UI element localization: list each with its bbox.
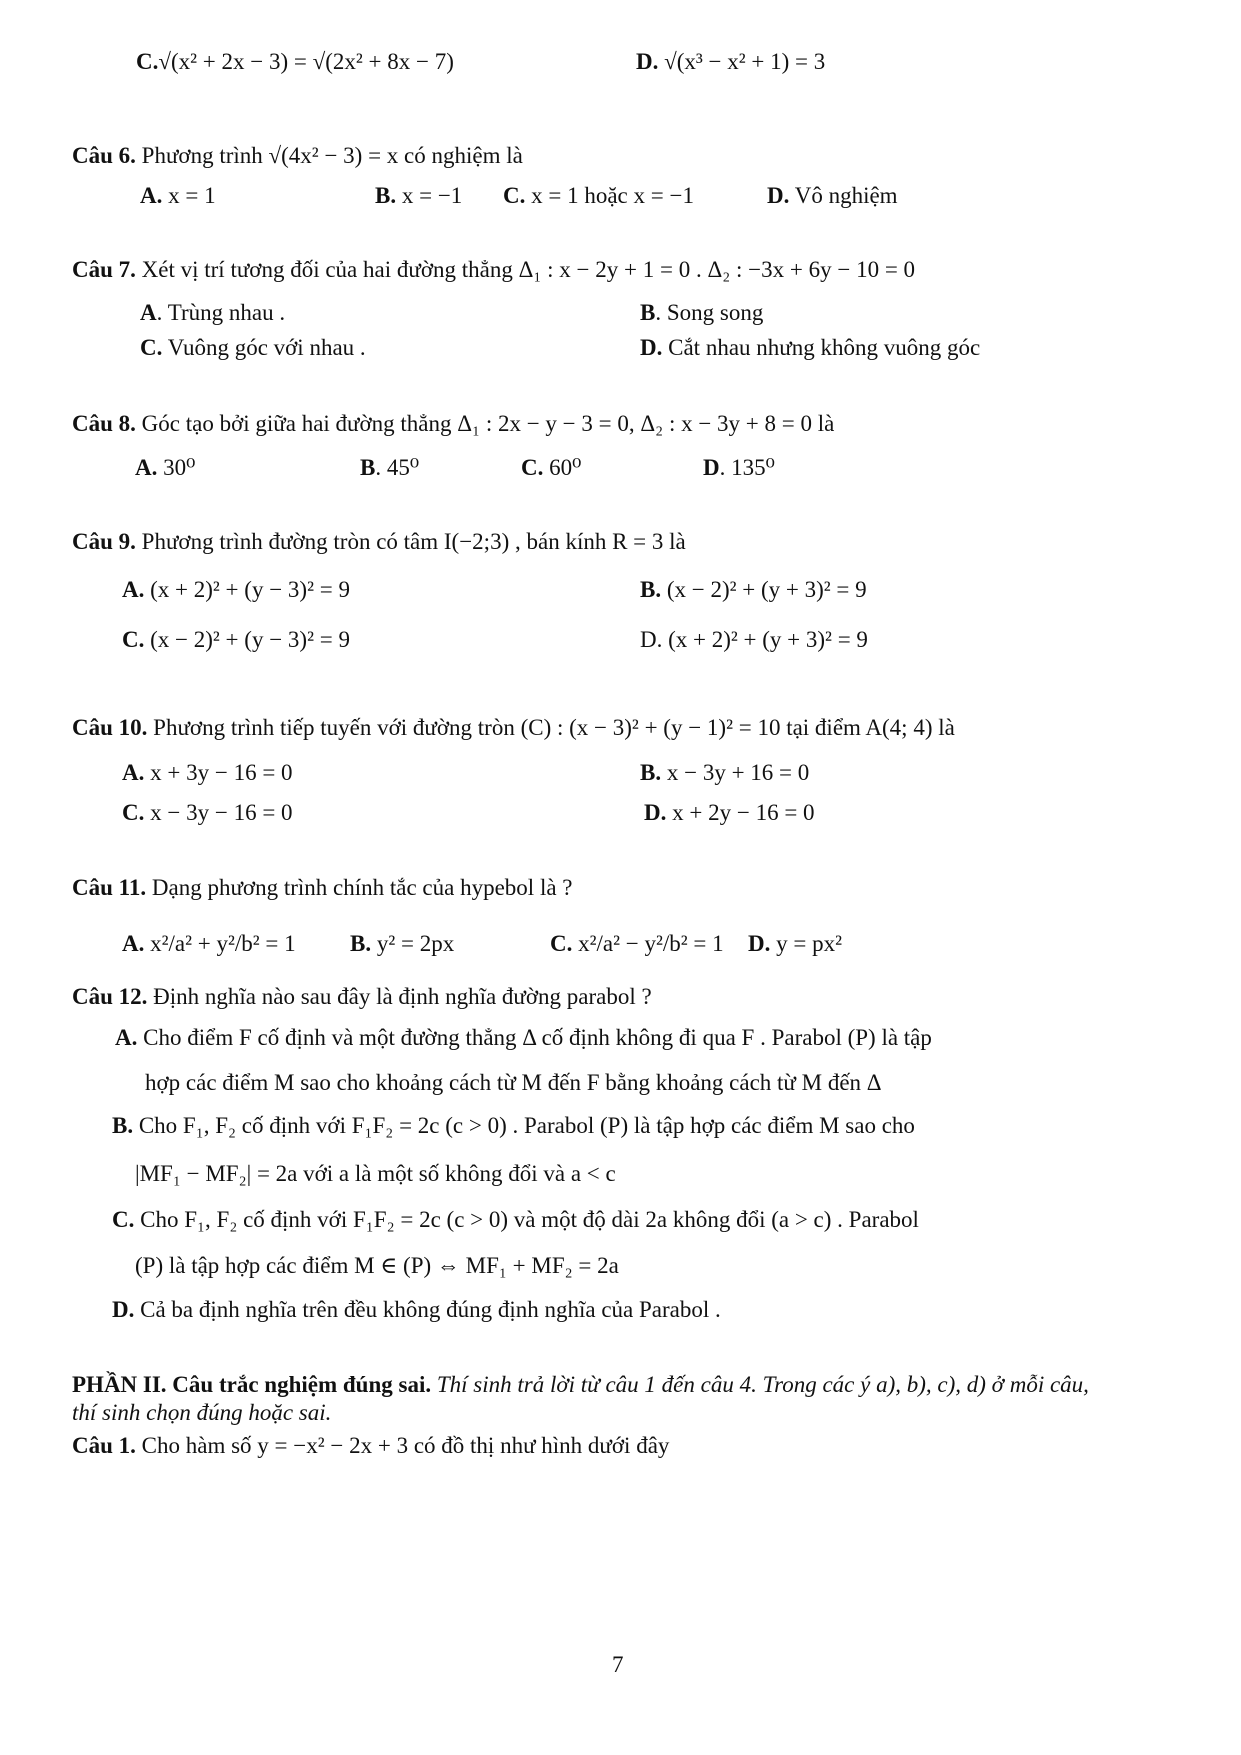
label-bold: Câu 11. <box>72 875 147 900</box>
line-text: Cắt nhau nhưng không vuông góc <box>662 335 981 360</box>
line-text: Vuông góc với nhau . <box>162 335 366 360</box>
text-line <box>140 181 216 211</box>
line-text: Cho điểm F cố định và một đường thẳng Δ cố định không đi qua F . Parabol (P) là tập <box>137 1025 932 1050</box>
label-bold: Câu 10. <box>72 715 148 740</box>
label-bold: C. <box>122 800 145 825</box>
line-text: x²/a² − y²/b² = 1 <box>572 931 724 956</box>
label-bold: Câu 6. <box>72 143 136 168</box>
line-text: . 45⁰ <box>375 455 420 480</box>
line-text: Phương trình tiếp tuyến với đường tròn (C) : (x − 3)² + (y − 1)² = 10 tại điểm A(4; 4) là <box>147 715 955 740</box>
label-bold: Câu 9. <box>72 529 136 554</box>
text-line <box>112 1111 915 1141</box>
text-line <box>135 1159 616 1189</box>
text-line <box>112 1205 919 1235</box>
label-bold: D. <box>748 931 771 956</box>
label-bold: Câu 8. <box>72 411 136 436</box>
line-text: x − 3y − 16 = 0 <box>144 800 293 825</box>
text-line <box>640 298 763 328</box>
text-line <box>360 453 419 483</box>
text-line <box>122 575 350 605</box>
text-line <box>636 47 825 77</box>
line-text: 30⁰ <box>157 455 196 480</box>
line-text: y = px² <box>770 931 842 956</box>
line-text: D. (x + 2)² + (y + 3)² = 9 <box>640 627 868 652</box>
label-bold: D. <box>640 335 663 360</box>
text-line <box>644 798 815 828</box>
line-text: Phương trình đường tròn có tâm I(−2;3) , bán kính R = 3 là <box>135 529 686 554</box>
label-bold: C. <box>136 49 159 74</box>
text-line <box>767 181 898 211</box>
label-bold: B <box>360 455 376 480</box>
label-bold: A. <box>122 931 145 956</box>
line-text: x + 3y − 16 = 0 <box>144 760 293 785</box>
text-line <box>521 453 581 483</box>
label-bold: A. <box>115 1025 138 1050</box>
text-line <box>72 1370 1089 1400</box>
line-text: x = 1 <box>162 183 216 208</box>
label-bold: C. <box>521 455 544 480</box>
text-line <box>550 929 724 959</box>
text-line <box>136 47 454 77</box>
text-line <box>72 409 834 439</box>
line-text: Phương trình √(4x² − 3) = x có nghiệm là <box>135 143 523 168</box>
label-bold: B. <box>350 931 372 956</box>
label-bold: A. <box>135 455 158 480</box>
label-bold: A. <box>122 760 145 785</box>
text-line <box>135 1251 619 1281</box>
line-text: Cho F₁, F₂ cố định với F₁F₂ = 2c (c > 0) . Parabol (P) là tập hợp các điểm M sao cho <box>133 1113 915 1138</box>
label-bold: D. <box>636 49 659 74</box>
line-text: (x − 2)² + (y + 3)² = 9 <box>661 577 867 602</box>
label-bold: A. <box>122 577 145 602</box>
label-bold: Câu 1. <box>72 1433 136 1458</box>
text-line <box>640 333 980 363</box>
text-line <box>72 1431 669 1461</box>
line-text: . Trùng nhau . <box>156 300 286 325</box>
text-line <box>72 873 573 903</box>
line-text: Định nghĩa nào sau đây là định nghĩa đường parabol ? <box>147 984 652 1009</box>
text-line <box>503 181 694 211</box>
text-line <box>122 929 296 959</box>
text-line <box>640 575 867 605</box>
text-line <box>72 527 686 557</box>
text-line <box>350 929 454 959</box>
text-line <box>140 298 285 328</box>
line-text: . Song song <box>655 300 764 325</box>
line-text: y² = 2px <box>371 931 455 956</box>
italic-text: thí sinh chọn đúng hoặc sai. <box>72 1400 332 1425</box>
line-text: x²/a² + y²/b² = 1 <box>144 931 296 956</box>
label-bold: A. <box>140 183 163 208</box>
line-text: |MF₁ − MF₂| = 2a với a là một số không đổi và a < c <box>135 1161 616 1186</box>
text-line <box>72 1398 331 1428</box>
line-text: Góc tạo bởi giữa hai đường thẳng Δ₁ : 2x − y − 3 = 0, Δ₂ : x − 3y + 8 = 0 là <box>135 411 835 436</box>
line-text: (x + 2)² + (y − 3)² = 9 <box>144 577 350 602</box>
line-text: Cho hàm số y = −x² − 2x + 3 có đồ thị như hình dưới đây <box>135 1433 670 1458</box>
text-line <box>140 333 366 363</box>
label-bold: Câu 7. <box>72 257 136 282</box>
line-text: 60⁰ <box>543 455 582 480</box>
label-bold: C. <box>140 335 163 360</box>
label-bold: B. <box>640 577 662 602</box>
label-bold: D. <box>112 1297 135 1322</box>
label-bold: C. <box>122 627 145 652</box>
line-text: . 135⁰ <box>719 455 775 480</box>
label-bold: C. <box>112 1207 135 1232</box>
label-bold: D. <box>767 183 790 208</box>
line-text: √(x³ − x² + 1) = 3 <box>658 49 826 74</box>
line-text: Dạng phương trình chính tắc của hypebol là ? <box>146 875 573 900</box>
text-line <box>112 1295 721 1325</box>
line-text: hợp các điểm M sao cho khoảng cách từ M đến F bằng khoảng cách từ M đến Δ <box>145 1070 882 1095</box>
label-bold: D. <box>644 800 667 825</box>
label-bold: B. <box>112 1113 134 1138</box>
page-number: 7 <box>612 1652 624 1677</box>
text-line <box>122 798 293 828</box>
text-line <box>703 453 775 483</box>
label-bold: C. <box>550 931 573 956</box>
text-line <box>640 625 868 655</box>
line-text: Xét vị trí tương đối của hai đường thẳng Δ₁ : x − 2y + 1 = 0 . Δ₂ : −3x + 6y − 10 = 0 <box>135 257 916 282</box>
text-line <box>115 1023 932 1053</box>
line-text: √(x² + 2x − 3) = √(2x² + 8x − 7) <box>158 49 454 74</box>
label-bold: B <box>640 300 656 325</box>
label-bold: C. <box>503 183 526 208</box>
line-text: Cả ba định nghĩa trên đều không đúng định nghĩa của Parabol . <box>134 1297 721 1322</box>
text-line <box>122 625 350 655</box>
text-line <box>72 141 523 171</box>
label-bold: Câu 12. <box>72 984 148 1009</box>
line-text: (x − 2)² + (y − 3)² = 9 <box>144 627 350 652</box>
line-text: x = −1 <box>396 183 463 208</box>
text-line <box>145 1068 882 1098</box>
text-line <box>72 255 915 285</box>
line-text: x − 3y + 16 = 0 <box>661 760 810 785</box>
line-text: x = 1 hoặc x = −1 <box>525 183 694 208</box>
text-line <box>375 181 462 211</box>
text-line <box>748 929 842 959</box>
text-line <box>72 713 955 743</box>
line-text: (P) là tập hợp các điểm M ∈ (P) ⇔ MF₁ + MF₂ = 2a <box>135 1253 619 1278</box>
label-bold: PHẦN II. Câu trắc nghiệm đúng sai. <box>72 1372 432 1397</box>
text-line <box>122 758 293 788</box>
text-line <box>640 758 809 788</box>
line-text: Vô nghiệm <box>789 183 898 208</box>
label-bold: B. <box>640 760 662 785</box>
label-bold: D <box>703 455 720 480</box>
line-text: Cho F₁, F₂ cố định với F₁F₂ = 2c (c > 0) và một độ dài 2a không đổi (a > c) . Parabol <box>134 1207 919 1232</box>
text-line <box>72 982 652 1012</box>
italic-text: Thí sinh trả lời từ câu 1 đến câu 4. Trong các ý a), b), c), d) ở mỗi câu, <box>431 1372 1089 1397</box>
label-bold: B. <box>375 183 397 208</box>
text-line <box>135 453 195 483</box>
label-bold: A <box>140 300 157 325</box>
line-text: x + 2y − 16 = 0 <box>666 800 815 825</box>
